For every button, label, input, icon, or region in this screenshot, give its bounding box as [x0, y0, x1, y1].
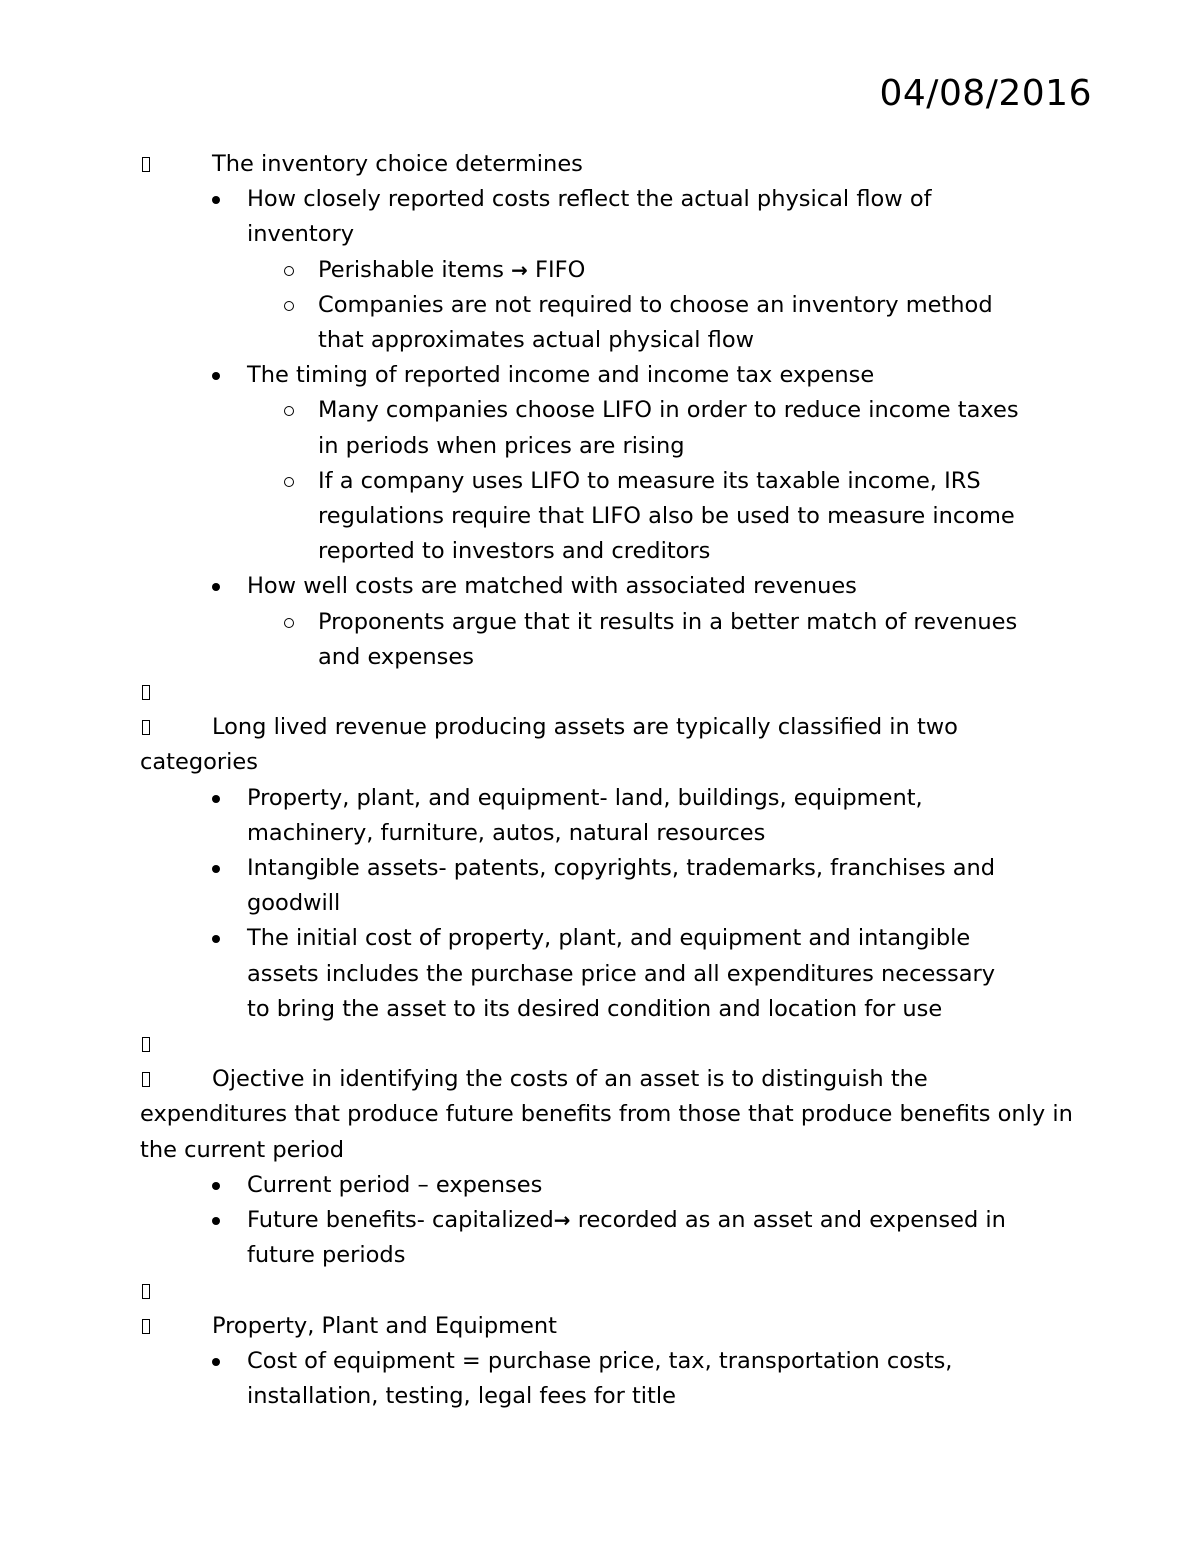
section-title: Property, Plant and Equipment	[212, 1312, 557, 1339]
bullet-circle-icon	[284, 266, 294, 276]
bullet-item	[140, 921, 1080, 956]
sub-bullet-text: If a company uses LIFO to measure its taxable income, IRS	[318, 467, 981, 494]
bullet-continuation: future periods	[247, 1242, 406, 1269]
bullet-continuation: to bring the asset to its desired condition and location for use	[247, 995, 943, 1022]
sub-bullet-continuation: that approximates actual physical flow	[318, 327, 755, 354]
sub-bullet-item	[140, 605, 1080, 640]
bullet-circle-icon	[284, 618, 294, 628]
bullet-continuation: installation, testing, legal fees for title	[247, 1383, 676, 1410]
bullet-dot-icon	[212, 865, 220, 873]
bullet-item	[140, 182, 1080, 217]
sub-bullet-text: Many companies choose LIFO in order to reduce income taxes	[318, 397, 1019, 424]
missing-glyph-icon	[142, 685, 150, 700]
bullet-text: recorded as an asset and expensed in	[577, 1207, 1006, 1234]
bullet-item	[140, 358, 1080, 393]
bullet-text: Property, plant, and equipment- land, buildings, equipment,	[247, 784, 923, 811]
sub-bullet-item	[140, 393, 1080, 428]
right-arrow-icon: →	[511, 257, 528, 282]
section-heading	[140, 1062, 1080, 1168]
bullet-text: The timing of reported income and income tax expense	[247, 362, 875, 389]
bullet-circle-icon	[284, 406, 294, 416]
bullet-text: Cost of equipment = purchase price, tax, transportation costs,	[247, 1347, 953, 1374]
bullet-item	[140, 1344, 1080, 1379]
notes-body	[140, 147, 1080, 1414]
bullet-dot-icon	[212, 1358, 220, 1366]
bullet-text: Current period – expenses	[247, 1171, 543, 1198]
section-heading	[140, 710, 1080, 780]
section-heading	[140, 1309, 1080, 1344]
sub-bullet-text: Companies are not required to choose an inventory method	[318, 291, 993, 318]
bullet-text: Future benefits- capitalized	[247, 1207, 554, 1234]
bullet-circle-icon	[284, 301, 294, 311]
section-title: Ojective in identifying the costs of an asset is to distinguish the expenditures that produce future benefits from those that produce benefits only in the current period	[140, 1066, 1073, 1163]
bullet-dot-icon	[212, 1217, 220, 1225]
missing-glyph-icon	[142, 1284, 150, 1299]
empty-section-marker	[140, 675, 1080, 710]
right-arrow-icon: →	[553, 1208, 571, 1233]
section-heading	[140, 147, 1080, 182]
bullet-continuation: inventory	[247, 221, 355, 248]
bullet-item	[140, 1203, 1080, 1238]
bullet-item	[140, 851, 1080, 886]
missing-glyph-icon	[142, 720, 150, 735]
bullet-continuation: assets includes the purchase price and all expenditures necessary	[247, 960, 996, 987]
bullet-dot-icon	[212, 372, 220, 380]
bullet-dot-icon	[212, 935, 220, 943]
missing-glyph-icon	[142, 1037, 150, 1052]
bullet-continuation: machinery, furniture, autos, natural resources	[247, 819, 766, 846]
sub-bullet-item	[140, 464, 1080, 499]
bullet-dot-icon	[212, 583, 220, 591]
bullet-dot-icon	[212, 196, 220, 204]
sub-bullet-continuation: and expenses	[318, 643, 474, 670]
bullet-dot-icon	[212, 795, 220, 803]
empty-section-marker	[140, 1027, 1080, 1062]
bullet-circle-icon	[284, 477, 294, 487]
document-date: 04/08/2016	[879, 73, 1092, 114]
empty-section-marker	[140, 1274, 1080, 1309]
bullet-text: How well costs are matched with associated revenues	[247, 573, 857, 600]
sub-bullet-item	[140, 288, 1080, 323]
bullet-dot-icon	[212, 1182, 220, 1190]
missing-glyph-icon	[142, 1319, 150, 1334]
bullet-continuation: goodwill	[247, 890, 341, 917]
sub-bullet-text: Proponents argue that it results in a better match of revenues	[318, 608, 1018, 635]
bullet-text: The initial cost of property, plant, and equipment and intangible	[247, 925, 971, 952]
bullet-item	[140, 781, 1080, 816]
missing-glyph-icon	[142, 1072, 150, 1087]
bullet-text: Intangible assets- patents, copyrights, trademarks, franchises and	[247, 855, 996, 882]
sub-bullet-continuation: in periods when prices are rising	[318, 432, 685, 459]
sub-bullet-text: Perishable items	[318, 256, 504, 283]
bullet-item	[140, 1168, 1080, 1203]
section-title: Long lived revenue producing assets are typically classified in two categories	[140, 714, 958, 776]
bullet-item	[140, 569, 1080, 604]
sub-bullet-continuation: reported to investors and creditors	[318, 538, 711, 565]
sub-bullet-item	[140, 253, 1080, 288]
sub-bullet-text: FIFO	[535, 256, 586, 283]
section-title: The inventory choice determines	[212, 151, 583, 177]
sub-bullet-continuation: regulations require that LIFO also be used to measure income	[318, 503, 1015, 530]
missing-glyph-icon	[142, 157, 150, 172]
bullet-text: How closely reported costs reflect the actual physical flow of	[247, 186, 932, 213]
